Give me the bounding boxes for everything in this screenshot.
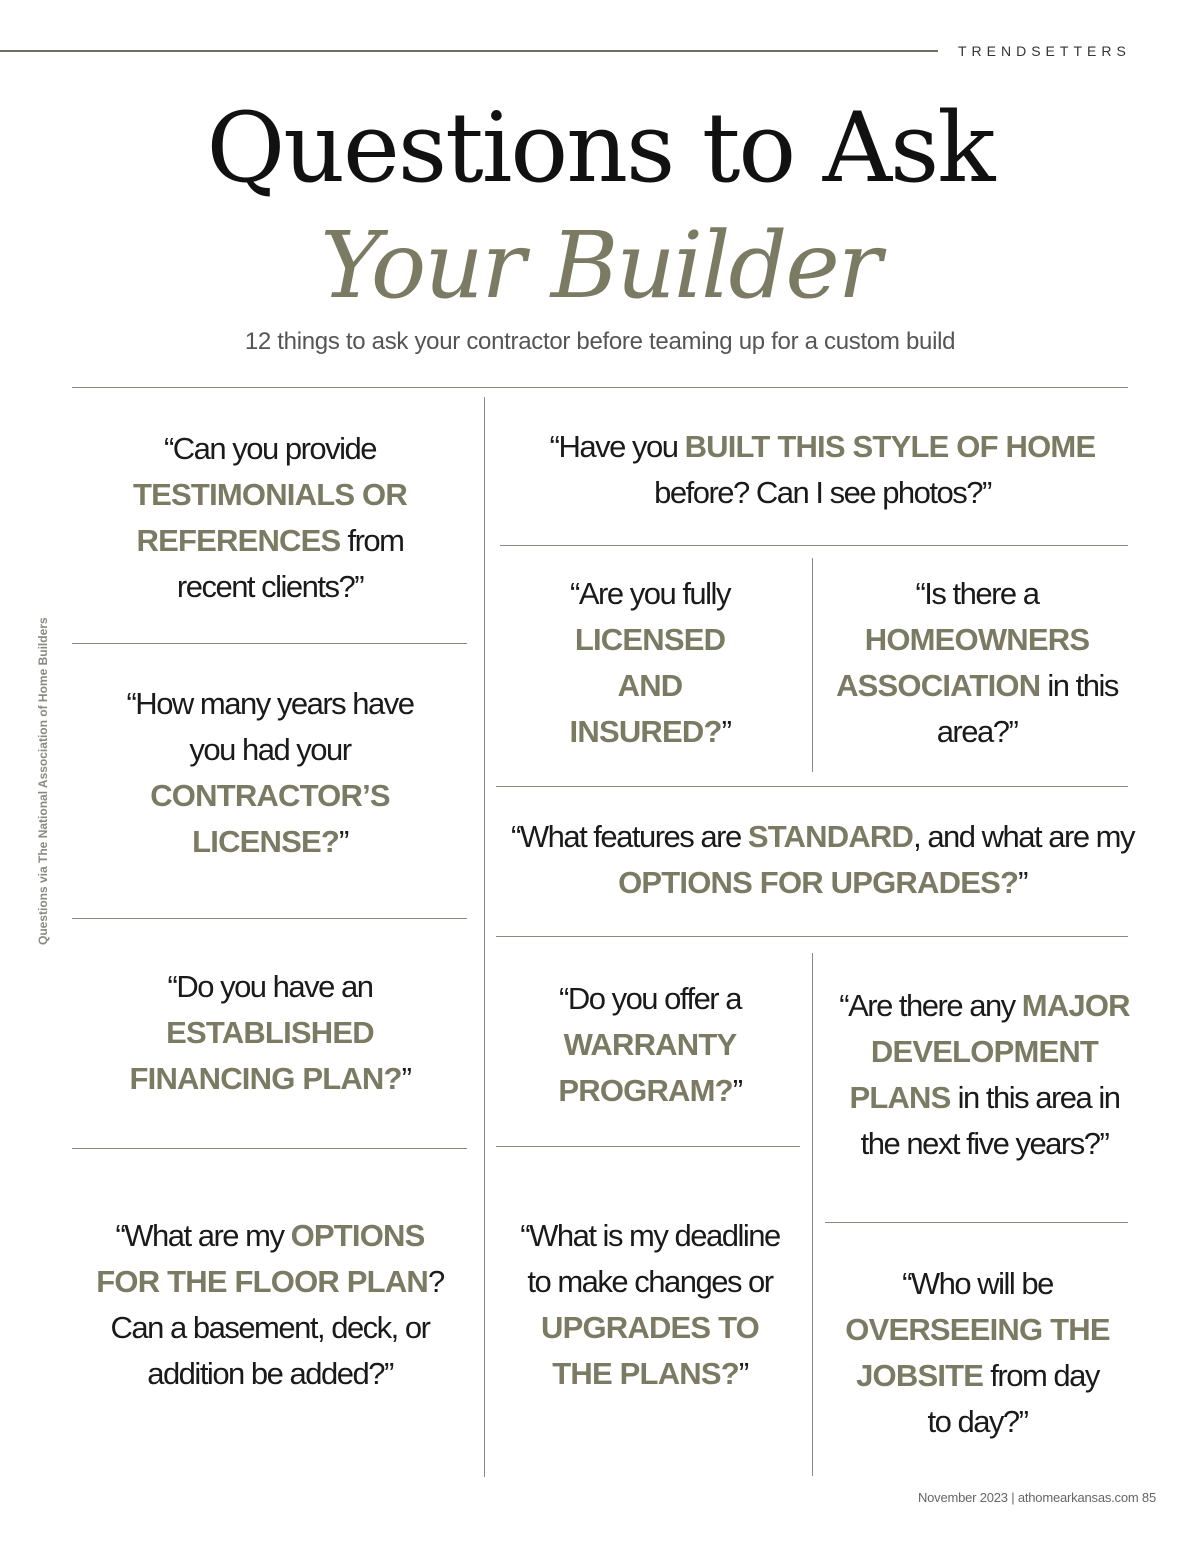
question-card: [530, 960, 770, 1130]
question-card: [500, 800, 1145, 920]
question-card: [95, 1180, 445, 1430]
question-card: [520, 1180, 780, 1430]
grid-rule: [72, 1148, 467, 1149]
question-card: [85, 945, 455, 1120]
grid-center-divider: [484, 397, 485, 1477]
grid-rule: [500, 545, 1128, 546]
question-card: [545, 560, 755, 765]
grid-rule: [812, 953, 813, 1476]
question-card: [845, 1240, 1110, 1465]
page-footer: November 2023 | athomearkansas.com 85: [917, 1490, 1156, 1505]
title-line-2: Your Builder: [320, 212, 880, 319]
grid-rule: [812, 558, 813, 772]
question-text: “Do you have an ESTABLISHED FINANCING PLAN?”: [129, 968, 411, 1096]
title-line-1: Questions to Ask: [206, 92, 994, 204]
grid-rule: [496, 936, 1128, 937]
question-text: “Are you fully LICENSED AND INSURED?”: [569, 575, 731, 749]
grid-rule: [72, 643, 467, 644]
grid-rule: [496, 786, 1128, 787]
grid-rule: [72, 918, 467, 919]
header-rule: [0, 50, 938, 52]
question-text: “What is my deadline to make changes or UPGRADES TO THE PLANS?”: [520, 1218, 780, 1391]
question-text: “How many years have you had your CONTRACTOR’S LICENSE?”: [126, 685, 414, 859]
question-text: “Have you BUILT THIS STYLE OF HOME before? Can I see photos?”: [549, 429, 1096, 510]
question-card: [832, 560, 1122, 765]
question-text: “What features are STANDARD, and what are my OPTIONS FOR UPGRADES?”: [511, 819, 1134, 900]
subtitle: 12 things to ask your contractor before teaming up for a custom build: [244, 328, 956, 355]
section-label: TRENDSETTERS: [958, 43, 1131, 59]
question-text: “Do you offer a WARRANTY PROGRAM?”: [558, 981, 742, 1108]
question-card: [95, 410, 445, 625]
grid-rule: [825, 1222, 1128, 1223]
question-text: “Who will be OVERSEEING THE JOBSITE from day to day?”: [845, 1265, 1110, 1439]
question-text: “Are there any MAJOR DEVELOPMENT PLANS in this area in the next five years?”: [839, 988, 1130, 1161]
question-card: [110, 665, 430, 880]
grid-rule: [496, 1146, 800, 1147]
question-text: “Is there a HOMEOWNERS ASSOCIATION in this area?”: [836, 575, 1118, 749]
grid-top-rule: [72, 387, 1128, 388]
question-text: “What are my OPTIONS FOR THE FLOOR PLAN? Can a basement, deck, or addition be added?”: [96, 1218, 444, 1391]
question-text: “Can you provide TESTIMONIALS OR REFERENCES from recent clients?”: [133, 430, 407, 604]
question-card: [832, 950, 1137, 1200]
sidebar-credit: Questions via The National Association of Home Builders: [36, 617, 50, 945]
question-card: [500, 410, 1145, 530]
